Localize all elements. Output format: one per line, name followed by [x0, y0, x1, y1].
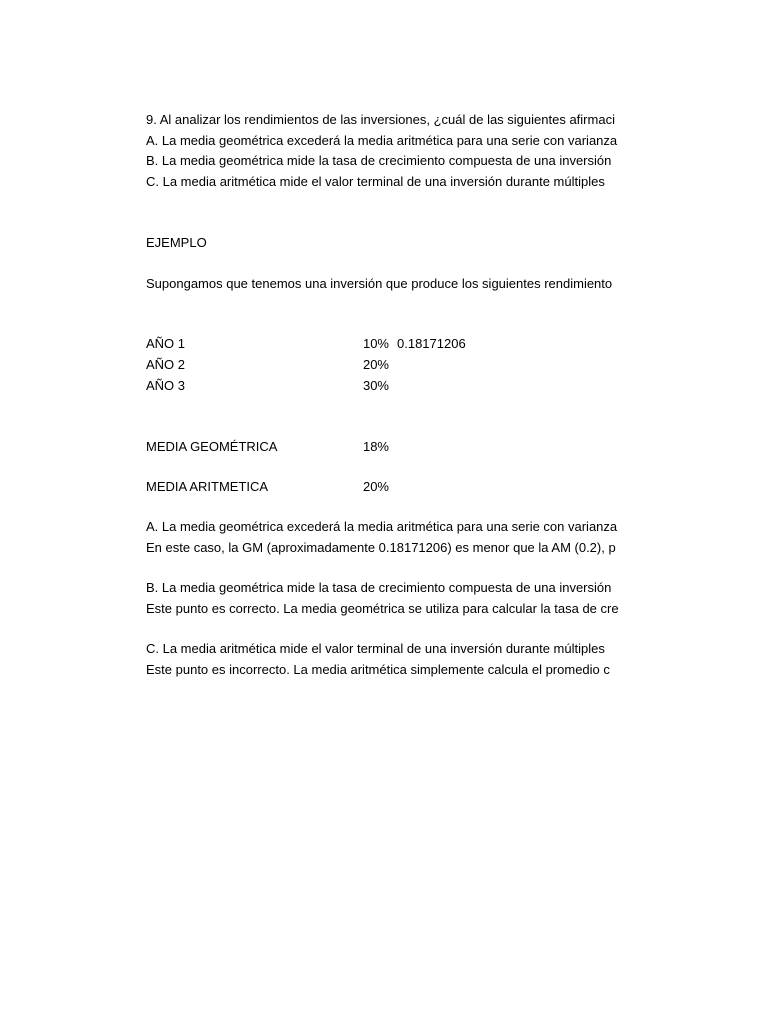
analysis-a-explanation: En este caso, la GM (aproximadamente 0.18171206) es menor que la AM (0.2), p: [146, 540, 616, 555]
geometric-mean-row: [146, 439, 634, 455]
year-return: 20%: [362, 357, 389, 372]
analysis-c-statement: C. La media aritmética mide el valor terminal de una inversión durante múltiples: [146, 641, 605, 656]
year-row-2: [146, 357, 634, 373]
arithmetic-mean-label: MEDIA ARITMETICA: [146, 479, 269, 494]
year-return: 10%: [362, 336, 389, 351]
year-row-3: [146, 378, 634, 394]
geometric-mean-label: MEDIA GEOMÉTRICA: [146, 439, 278, 454]
year-label: AÑO 2: [146, 357, 186, 372]
question-title: 9. Al analizar los rendimientos de las inversiones, ¿cuál de las siguientes afirmaci: [146, 112, 615, 127]
year-extra-value: 0.18171206: [397, 336, 466, 351]
question-option-a: A. La media geométrica excederá la media aritmética para una serie con varianza: [146, 133, 618, 148]
example-heading: EJEMPLO: [146, 235, 207, 250]
example-intro: Supongamos que tenemos una inversión que produce los siguientes rendimiento: [146, 276, 613, 291]
analysis-b-statement: B. La media geométrica mide la tasa de crecimiento compuesta de una inversión: [146, 580, 612, 595]
year-return: 30%: [362, 378, 389, 393]
year-label: AÑO 1: [146, 336, 186, 351]
content-area: [146, 0, 634, 1024]
question-option-c: C. La media aritmética mide el valor terminal de una inversión durante múltiples: [146, 174, 605, 189]
arithmetic-mean-value: 20%: [362, 479, 389, 494]
analysis-b-explanation: Este punto es correcto. La media geométrica se utiliza para calcular la tasa de cre: [146, 601, 619, 616]
year-label: AÑO 3: [146, 378, 186, 393]
arithmetic-mean-row: [146, 479, 634, 495]
question-option-b: B. La media geométrica mide la tasa de crecimiento compuesta de una inversión: [146, 153, 612, 168]
year-row-1: [146, 336, 634, 352]
geometric-mean-value: 18%: [362, 439, 389, 454]
analysis-c-explanation: Este punto es incorrecto. La media aritmética simplemente calcula el promedio c: [146, 662, 610, 677]
analysis-a-statement: A. La media geométrica excederá la media aritmética para una serie con varianza: [146, 519, 618, 534]
